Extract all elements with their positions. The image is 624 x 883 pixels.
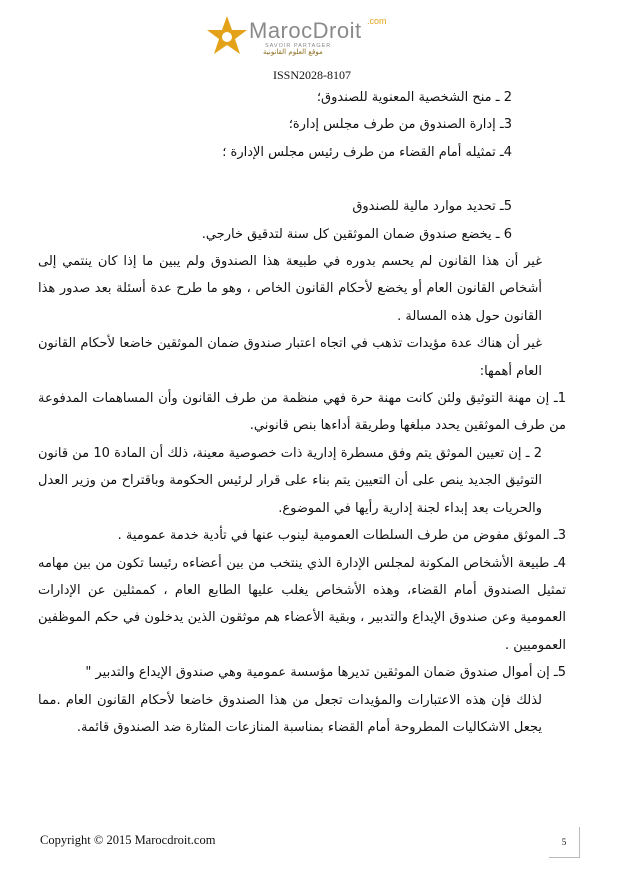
point-item: 5ـ إن أموال صندوق ضمان الموثقين تديرها مؤسسة عمومية وهي صندوق الإيداع والتدبير " xyxy=(85,665,566,681)
star-icon xyxy=(205,14,249,58)
brand-suffix: .com xyxy=(367,16,387,26)
document-body xyxy=(38,84,566,741)
issn-number: ISSN2028-8107 xyxy=(272,68,351,82)
brand-name: MarocDroit xyxy=(249,18,362,43)
paragraph: غير أن هذا القانون لم يحسم بدوره في طبيعة هذا الصندوق ولم يبين ما إذا كان ينتمي إلى أشخاص القانون العام أو يخضع لأحكام القانون الخاص ، وهو ما طرح عدة أسئلة بعد صدور هذا القانون حول هذه المسالة . xyxy=(38,254,542,324)
list-item: 3ـ إدارة الصندوق من طرف مجلس إدارة؛ xyxy=(288,117,512,133)
footer-copyright: Copyright © 2015 Marocdroit.com xyxy=(40,833,216,847)
list-item: 5ـ تحديد موارد مالية للصندوق xyxy=(352,199,512,215)
page-header xyxy=(0,10,624,82)
list-item: 2 ـ منح الشخصية المعنوية للصندوق؛ xyxy=(316,90,512,105)
point-item: 4ـ طبيعة الأشخاص المكونة لمجلس الإدارة الذي ينتخب من بين أعضاءه رئيسا تكون من بين مهامه تمثيل الصندوق أمام القضاء، وهذه الأشخاص يغلب عليها الطابع العام ، كممثلين عن الإدارات العمومية وعن صندوق الإيداع والتدبير ، وبقية الأعضاء هم موثقون الذين يدخلون في حكم الموظفين العموميين . xyxy=(38,555,566,653)
brand-tagline-ar: موقع العلوم القانونية xyxy=(263,48,323,56)
conclusion-paragraph: لذلك فإن هذه الاعتبارات والمؤيدات تجعل من هذا الصندوق خاضعا لأحكام القانون العام .مما يجعل الاشكاليات المطروحة أمام القضاء بمناسبة المنازعات المثارة ضد الصندوق قائمة. xyxy=(38,692,542,735)
marocdroit-logo xyxy=(205,14,405,58)
point-item: 3ـ الموثق مفوض من طرف السلطات العمومية لينوب عنها في تأدية خدمة عمومية . xyxy=(117,528,566,544)
list-item: 6 ـ يخضع صندوق ضمان الموثقين كل سنة لتدقيق خارجي. xyxy=(201,226,512,242)
brand-tagline-fr: SAVOIR PARTAGER xyxy=(265,43,332,49)
point-item: 1ـ إن مهنة التوثيق ولئن كانت مهنة حرة فهي منظمة من طرف القانون وأن المساهمات المدفوعة من طرف الموثقين يحدد مبلغها وطريقة أداءها بنص قانوني. xyxy=(38,391,566,434)
page-number: 5 xyxy=(549,827,580,858)
paragraph: غير أن هناك عدة مؤيدات تذهب في اتجاه اعتبار صندوق ضمان الموثقين خاضعا لأحكام القانون العام أهمها: xyxy=(38,336,542,379)
list-item: 4ـ تمثيله أمام القضاء من طرف رئيس مجلس الإدارة ؛ xyxy=(222,144,512,160)
point-item: 2 ـ إن تعيين الموثق يتم وفق مسطرة إدارية ذات خصوصية معينة، ذلك أن المادة 10 من قانون التوثيق الجديد ينص على أن التعيين يتم بناء على قرار لرئيس الحكومة وباقتراح من وزير العدل والحريات بعد إبداء لجنة إدارية رأيها في الموضوع. xyxy=(38,445,542,516)
